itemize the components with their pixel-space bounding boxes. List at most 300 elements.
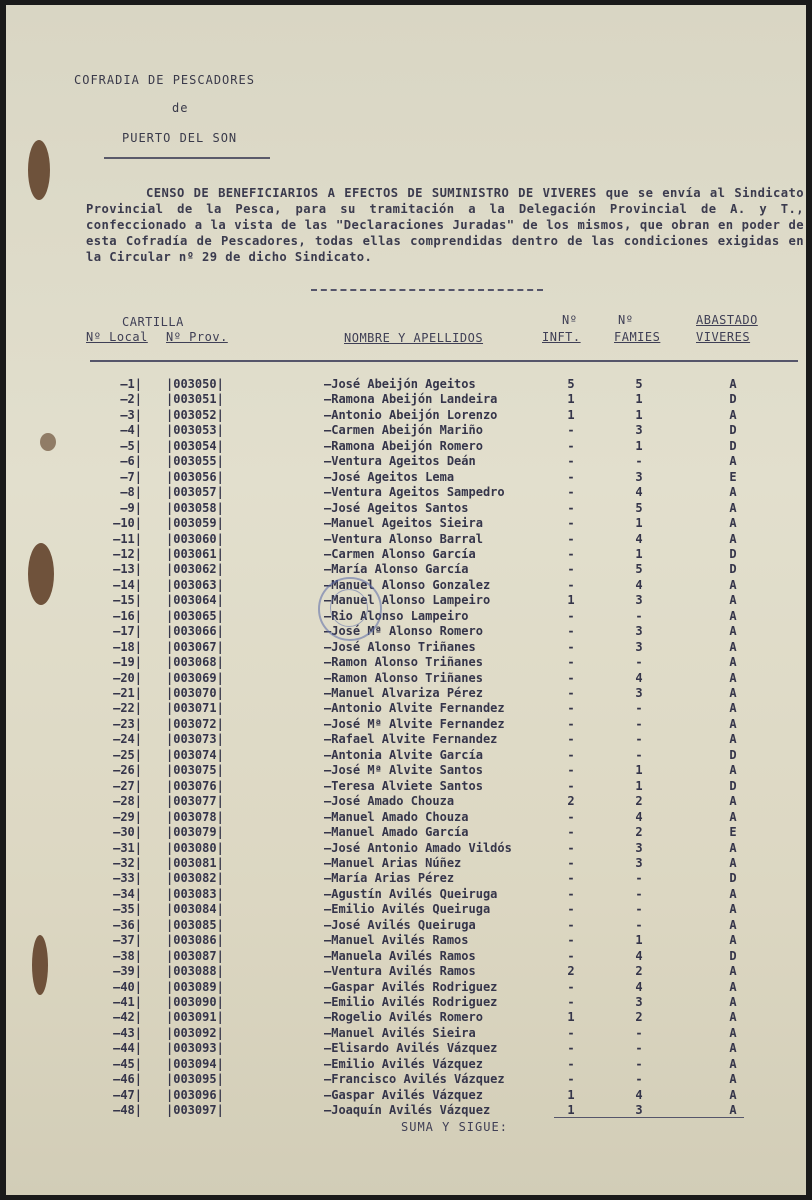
cell-prov: |003069| [166, 670, 224, 685]
cell-abastado: A [729, 639, 737, 654]
cell-inft: 1 [567, 1103, 575, 1118]
cell-local: —39| [113, 964, 142, 979]
cell-name: —Francisco Avilés Vázquez [324, 1072, 505, 1087]
cell-local: —45| [113, 1056, 142, 1071]
cell-name: —Ventura Alonso Barral [324, 531, 483, 546]
table-row [6, 918, 806, 933]
cell-abastado: A [729, 1072, 737, 1087]
table-row [6, 1057, 806, 1072]
cell-fam: 1 [635, 392, 643, 407]
cell-name: —Joaquín Avilés Vázquez [324, 1103, 491, 1118]
cell-local: —14| [113, 577, 142, 592]
cell-inft: - [567, 840, 575, 855]
cell-inft: 1 [567, 392, 575, 407]
cell-prov: |003087| [166, 948, 224, 963]
table-row [6, 593, 806, 608]
cell-name: —Carmen Alonso García [324, 546, 476, 561]
cell-fam: 5 [635, 562, 643, 577]
cell-name: —José Mª Alvite Fernandez [324, 716, 505, 731]
cell-local: —28| [113, 794, 142, 809]
cell-name: —Teresa Alviete Santos [324, 778, 483, 793]
cell-inft: - [567, 979, 575, 994]
cell-prov: |003080| [166, 840, 224, 855]
cell-local: —41| [113, 995, 142, 1009]
cell-inft: - [567, 655, 575, 670]
cell-prov: |003092| [166, 1025, 224, 1040]
cell-local: —15| [113, 593, 142, 608]
cell-inft: 5 [567, 377, 575, 391]
table-header-rule [90, 360, 798, 362]
cell-local: —30| [113, 825, 142, 840]
cell-prov: |003071| [166, 701, 224, 716]
cell-name: —Gaspar Avilés Vázquez [324, 1087, 483, 1102]
cell-abastado: D [729, 546, 737, 561]
cell-name: —Manuel Alonso Gonzalez [324, 577, 491, 592]
cell-inft: - [567, 670, 575, 685]
cell-inft: - [567, 686, 575, 700]
cell-fam: 1 [635, 438, 643, 453]
cell-name: —Rogelio Avilés Romero [324, 1010, 483, 1025]
cell-abastado: A [729, 454, 737, 469]
cell-abastado: D [729, 438, 737, 453]
cell-local: —17| [113, 624, 142, 639]
cell-local: —18| [113, 639, 142, 654]
cell-inft: - [567, 948, 575, 963]
cell-abastado: A [729, 1087, 737, 1102]
cell-name: —Ramon Alonso Triñanes [324, 670, 483, 685]
cell-name: —José Ageitos Lema [324, 469, 455, 484]
cell-name: —José Alonso Triñanes [324, 639, 476, 654]
cell-abastado: A [729, 886, 737, 901]
cell-prov: |003052| [166, 407, 224, 422]
cell-prov: |003082| [166, 871, 224, 886]
cell-name: —Ventura Avilés Ramos [324, 964, 476, 979]
cell-local: —32| [113, 855, 142, 870]
table-row [6, 732, 806, 747]
cell-prov: |003053| [166, 423, 224, 438]
cell-prov: |003056| [166, 469, 224, 484]
cell-abastado: A [729, 995, 737, 1009]
cell-inft: - [567, 747, 575, 762]
table-row [6, 1026, 806, 1041]
cell-local: —38| [113, 948, 142, 963]
cell-fam: 4 [635, 670, 643, 685]
table-row [6, 501, 806, 516]
col-cartilla: CARTILLA [122, 315, 184, 329]
cell-name: —Manuel Avilés Ramos [324, 933, 469, 948]
cell-prov: |003066| [166, 624, 224, 639]
col-inft-top: Nº [562, 313, 578, 327]
cell-abastado: A [729, 701, 737, 716]
cell-prov: |003086| [166, 933, 224, 948]
cell-abastado: A [729, 933, 737, 948]
cell-fam: 5 [635, 377, 643, 391]
cell-fam: - [635, 1041, 643, 1056]
col-local: Nº Local [86, 330, 148, 344]
cell-inft: - [567, 763, 575, 778]
cell-name: —Emilio Avilés Vázquez [324, 1056, 483, 1071]
table-row [6, 655, 806, 670]
cell-inft: - [567, 1072, 575, 1087]
cell-inft: - [567, 778, 575, 793]
cell-abastado: A [729, 407, 737, 422]
cell-abastado: A [729, 670, 737, 685]
cell-prov: |003061| [166, 546, 224, 561]
cell-inft: - [567, 1056, 575, 1071]
cell-local: —29| [113, 809, 142, 824]
cell-prov: |003055| [166, 454, 224, 469]
cell-abastado: A [729, 500, 737, 515]
cell-abastado: A [729, 577, 737, 592]
cell-abastado: A [729, 763, 737, 778]
table-row [6, 609, 806, 624]
cell-fam: 4 [635, 809, 643, 824]
cell-abastado: A [729, 840, 737, 855]
cell-name: —Antonio Abeijón Lorenzo [324, 407, 498, 422]
cell-abastado: A [729, 686, 737, 700]
cell-abastado: A [729, 902, 737, 917]
cell-abastado: A [729, 531, 737, 546]
cell-prov: |003078| [166, 809, 224, 824]
cell-name: —José Antonio Amado Vildós [324, 840, 512, 855]
cell-local: —11| [113, 531, 142, 546]
cell-inft: 2 [567, 964, 575, 979]
cell-local: —7| [120, 469, 142, 484]
table-row [6, 933, 806, 948]
cell-prov: |003065| [166, 608, 224, 623]
cell-prov: |003050| [166, 377, 224, 391]
cell-local: —12| [113, 546, 142, 561]
cell-local: —44| [113, 1041, 142, 1056]
cell-local: —22| [113, 701, 142, 716]
cell-name: —Ramona Abeijón Romero [324, 438, 483, 453]
cell-abastado: A [729, 1056, 737, 1071]
rust-stain [28, 140, 50, 200]
cell-abastado: A [729, 979, 737, 994]
table-row [6, 439, 806, 454]
cell-fam: 3 [635, 624, 643, 639]
cell-fam: - [635, 902, 643, 917]
cell-prov: |003070| [166, 686, 224, 700]
cell-inft: - [567, 546, 575, 561]
header-rule [104, 157, 270, 159]
cell-prov: |003057| [166, 485, 224, 500]
cell-inft: - [567, 516, 575, 531]
cell-prov: |003093| [166, 1041, 224, 1056]
table-row [6, 1041, 806, 1056]
cell-inft: - [567, 562, 575, 577]
cell-fam: 5 [635, 500, 643, 515]
cell-prov: |003091| [166, 1010, 224, 1025]
cell-fam: 3 [635, 423, 643, 438]
cell-name: —Antonio Alvite Fernandez [324, 701, 505, 716]
cell-name: —Ramona Abeijón Landeira [324, 392, 498, 407]
cell-abastado: A [729, 732, 737, 747]
cell-local: —42| [113, 1010, 142, 1025]
intro-paragraph [86, 185, 804, 265]
header-org-line3: PUERTO DEL SON [122, 131, 238, 145]
cell-name: —María Arias Pérez [324, 871, 455, 886]
cell-fam: 4 [635, 531, 643, 546]
col-prov: Nº Prov. [166, 330, 228, 344]
cell-local: —33| [113, 871, 142, 886]
cell-fam: - [635, 917, 643, 932]
cell-name: —Manuel Amado García [324, 825, 469, 840]
cell-abastado: E [729, 825, 737, 840]
cell-name: —Gaspar Avilés Rodriguez [324, 979, 498, 994]
cell-abastado: A [729, 1025, 737, 1040]
table-row [6, 1088, 806, 1103]
table-row [6, 717, 806, 732]
cell-prov: |003067| [166, 639, 224, 654]
cell-local: —35| [113, 902, 142, 917]
cell-prov: |003059| [166, 516, 224, 531]
cell-fam: 3 [635, 686, 643, 700]
circular-stamp [318, 577, 382, 641]
table-row [6, 470, 806, 485]
table-row [6, 748, 806, 763]
cell-fam: 1 [635, 546, 643, 561]
cell-prov: |003094| [166, 1056, 224, 1071]
cell-name: —Manuel Amado Chouza [324, 809, 469, 824]
col-fam: FAMIES [614, 330, 661, 344]
cell-local: —31| [113, 840, 142, 855]
table-row [6, 423, 806, 438]
cell-inft: 1 [567, 407, 575, 422]
cell-fam: - [635, 716, 643, 731]
cell-inft: - [567, 732, 575, 747]
header-org-line1: COFRADIA DE PESCADORES [74, 73, 255, 87]
cell-inft: - [567, 577, 575, 592]
cell-inft: - [567, 639, 575, 654]
cell-inft: - [567, 995, 575, 1009]
table-row [6, 686, 806, 701]
total-rule [554, 1117, 744, 1118]
cell-prov: |003096| [166, 1087, 224, 1102]
cell-inft: - [567, 438, 575, 453]
cell-prov: |003074| [166, 747, 224, 762]
table-row [6, 964, 806, 979]
cell-inft: - [567, 1041, 575, 1056]
cell-abastado: A [729, 485, 737, 500]
header-org-line2: de [172, 101, 189, 115]
cell-local: —13| [113, 562, 142, 577]
cell-fam: - [635, 732, 643, 747]
cell-fam: 3 [635, 995, 643, 1009]
table-row [6, 856, 806, 871]
cell-local: —43| [113, 1025, 142, 1040]
cell-local: —40| [113, 979, 142, 994]
cell-prov: |003072| [166, 716, 224, 731]
cell-fam: 2 [635, 825, 643, 840]
cell-fam: - [635, 1072, 643, 1087]
cell-name: —José Abeijón Ageitos [324, 377, 476, 391]
table-row [6, 902, 806, 917]
cell-inft: - [567, 716, 575, 731]
cell-inft: 1 [567, 1010, 575, 1025]
cell-inft: - [567, 886, 575, 901]
cell-prov: |003077| [166, 794, 224, 809]
cell-inft: - [567, 500, 575, 515]
cell-local: —25| [113, 747, 142, 762]
cell-abastado: A [729, 794, 737, 809]
cell-inft: - [567, 825, 575, 840]
cell-prov: |003073| [166, 732, 224, 747]
cell-fam: 4 [635, 485, 643, 500]
table-row [6, 1072, 806, 1087]
cell-fam: 1 [635, 763, 643, 778]
cell-name: —Rafael Alvite Fernandez [324, 732, 498, 747]
cell-prov: |003090| [166, 995, 224, 1009]
col-abastado: ABASTADO [696, 313, 758, 327]
cell-local: —2| [120, 392, 142, 407]
cell-inft: - [567, 809, 575, 824]
col-inft: INFT. [542, 330, 581, 344]
cell-fam: 2 [635, 1010, 643, 1025]
cell-fam: 4 [635, 979, 643, 994]
cell-name: —Antonia Alvite García [324, 747, 483, 762]
cell-name: —José Ageitos Santos [324, 500, 469, 515]
cell-local: —20| [113, 670, 142, 685]
cell-local: —23| [113, 716, 142, 731]
cell-fam: 3 [635, 855, 643, 870]
cell-local: —4| [120, 423, 142, 438]
cell-abastado: D [729, 778, 737, 793]
cell-local: —3| [120, 407, 142, 422]
footer-suma: SUMA Y SIGUE: [401, 1120, 508, 1134]
cell-inft: - [567, 933, 575, 948]
cell-local: —27| [113, 778, 142, 793]
cell-inft: 1 [567, 593, 575, 608]
cell-abastado: A [729, 964, 737, 979]
table-row [6, 810, 806, 825]
cell-prov: |003075| [166, 763, 224, 778]
cell-fam: 1 [635, 778, 643, 793]
cell-name: —María Alonso García [324, 562, 469, 577]
cell-abastado: E [729, 469, 737, 484]
table-row [6, 1103, 806, 1118]
cell-inft: - [567, 902, 575, 917]
cell-name: —José Mª Alonso Romero [324, 624, 483, 639]
cell-abastado: D [729, 562, 737, 577]
cell-prov: |003079| [166, 825, 224, 840]
stamp-inner-ring [330, 589, 368, 627]
cell-abastado: A [729, 655, 737, 670]
cell-fam: 3 [635, 639, 643, 654]
table-row [6, 887, 806, 902]
cell-local: —26| [113, 763, 142, 778]
cell-name: —Rio Alonso Lampeiro [324, 608, 469, 623]
cell-prov: |003051| [166, 392, 224, 407]
cell-abastado: D [729, 392, 737, 407]
cell-name: —Ramon Alonso Triñanes [324, 655, 483, 670]
cell-abastado: D [729, 747, 737, 762]
cell-prov: |003054| [166, 438, 224, 453]
cell-prov: |003088| [166, 964, 224, 979]
cell-inft: - [567, 1025, 575, 1040]
cell-fam: 1 [635, 933, 643, 948]
cell-inft: - [567, 624, 575, 639]
cell-abastado: A [729, 624, 737, 639]
table-row [6, 547, 806, 562]
cell-name: —José Amado Chouza [324, 794, 455, 809]
cell-abastado: A [729, 1103, 737, 1118]
cell-local: —46| [113, 1072, 142, 1087]
cell-inft: - [567, 855, 575, 870]
table-row [6, 377, 806, 392]
table-row [6, 640, 806, 655]
cell-abastado: A [729, 516, 737, 531]
cell-name: —Elisardo Avilés Vázquez [324, 1041, 498, 1056]
cell-name: —Manuel Avilés Sieira [324, 1025, 476, 1040]
cell-abastado: A [729, 593, 737, 608]
cell-local: —8| [120, 485, 142, 500]
table-row [6, 794, 806, 809]
cell-fam: - [635, 608, 643, 623]
cell-abastado: A [729, 809, 737, 824]
cell-abastado: A [729, 608, 737, 623]
cell-inft: - [567, 485, 575, 500]
table-row [6, 578, 806, 593]
cell-local: —36| [113, 917, 142, 932]
cell-local: —34| [113, 886, 142, 901]
cell-abastado: A [729, 917, 737, 932]
cell-prov: |003076| [166, 778, 224, 793]
cell-prov: |003062| [166, 562, 224, 577]
cell-name: —Emilio Avilés Queiruga [324, 902, 491, 917]
cell-name: —Manuel Alvariza Pérez [324, 686, 483, 700]
cell-fam: 1 [635, 516, 643, 531]
cell-inft: 1 [567, 1087, 575, 1102]
cell-fam: 4 [635, 577, 643, 592]
col-fam-top: Nº [618, 313, 634, 327]
table-row [6, 408, 806, 423]
table-row [6, 671, 806, 686]
cell-fam: 2 [635, 964, 643, 979]
separator-line [311, 289, 543, 291]
table-row [6, 825, 806, 840]
cell-local: —5| [120, 438, 142, 453]
cell-local: —19| [113, 655, 142, 670]
cell-fam: 3 [635, 840, 643, 855]
table-row [6, 701, 806, 716]
cell-name: —Ventura Ageitos Sampedro [324, 485, 505, 500]
table-row [6, 532, 806, 547]
cell-fam: 2 [635, 794, 643, 809]
cell-abastado: A [729, 1010, 737, 1025]
cell-name: —José Avilés Queiruga [324, 917, 476, 932]
cell-abastado: A [729, 377, 737, 391]
table-row [6, 485, 806, 500]
cell-fam: - [635, 747, 643, 762]
table-row [6, 980, 806, 995]
cell-fam: 1 [635, 407, 643, 422]
cell-fam: - [635, 871, 643, 886]
cell-local: —16| [113, 608, 142, 623]
cell-prov: |003095| [166, 1072, 224, 1087]
cell-fam: - [635, 1056, 643, 1071]
cell-prov: |003084| [166, 902, 224, 917]
table-row [6, 1010, 806, 1025]
cell-inft: - [567, 608, 575, 623]
cell-inft: 2 [567, 794, 575, 809]
table-row [6, 763, 806, 778]
cell-prov: |003068| [166, 655, 224, 670]
table-row [6, 624, 806, 639]
cell-name: —Manuela Avilés Ramos [324, 948, 476, 963]
cell-fam: - [635, 1025, 643, 1040]
cell-abastado: D [729, 871, 737, 886]
